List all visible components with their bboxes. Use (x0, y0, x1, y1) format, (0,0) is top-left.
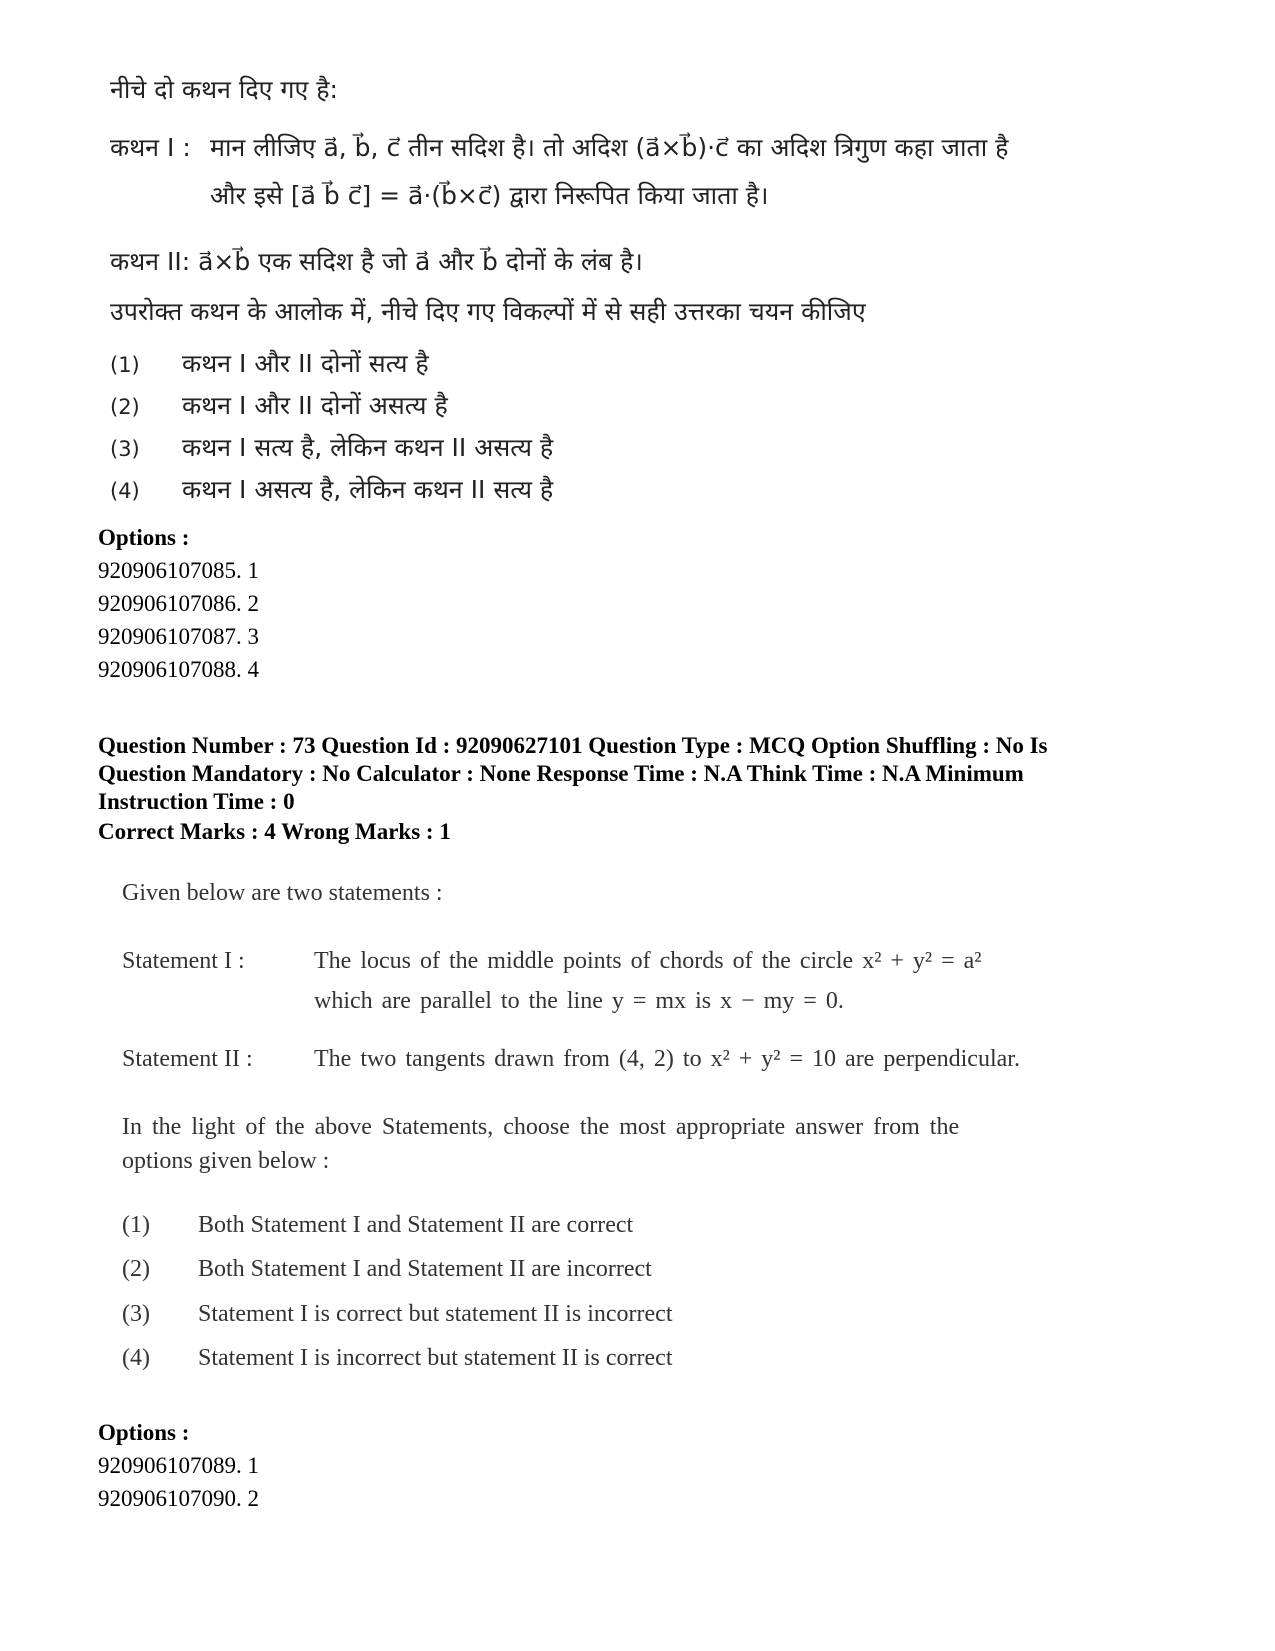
english-option (122, 1345, 673, 1372)
option-id: 920906107087. 3 (98, 624, 259, 649)
option-id: 920906107089. 1 (98, 1453, 259, 1478)
option-text: Statement I is correct but statement II is incorrect (198, 1301, 673, 1327)
statement1-line1: The locus of the middle points of chords of the circle x² + y² = a² (314, 948, 982, 974)
option-number: (2) (110, 395, 140, 419)
option-text: Both Statement I and Statement II are incorrect (198, 1256, 652, 1282)
option-id: 920906107090. 2 (98, 1486, 259, 1511)
option-text: कथन I सत्य है, लेकिन कथन II असत्य है (182, 433, 554, 462)
option-id: 920906107086. 2 (98, 591, 259, 616)
question-meta-line1: Question Number : 73 Question Id : 92090627101 Question Type : MCQ Option Shuffling : No Is (98, 733, 1048, 758)
question-meta (98, 732, 1178, 816)
option-number: (4) (110, 479, 140, 503)
option-number: (1) (110, 353, 140, 377)
hindi-option (110, 430, 553, 464)
option-number: (2) (122, 1256, 150, 1282)
option-number: (1) (122, 1212, 150, 1238)
english-option (122, 1301, 673, 1328)
option-number: (3) (122, 1301, 150, 1327)
statement2-text: The two tangents drawn from (4, 2) to x² + y² = 10 are perpendicular. (314, 1046, 1020, 1072)
question-meta-line3: Instruction Time : 0 (98, 789, 295, 814)
option-text: Both Statement I and Statement II are correct (198, 1212, 634, 1238)
english-instruction-line2: options given below : (122, 1148, 330, 1174)
options-heading: Options : (98, 1420, 190, 1445)
option-id: 920906107088. 4 (98, 657, 259, 682)
english-instruction-line1: In the light of the above Statements, choose the most appropriate answer from the (122, 1114, 960, 1140)
hindi-statement1-line1: मान लीजिए a⃗, b⃗, c⃗ तीन सदिश है। तो अदिश (a⃗×b⃗)·c⃗ का अदिश त्रिगुण कहा जाता है (210, 133, 1009, 162)
option-text: कथन I असत्य है, लेकिन कथन II सत्य है (182, 475, 554, 504)
statement1-label: Statement I : (122, 948, 245, 974)
hindi-option (110, 388, 448, 422)
hindi-intro: नीचे दो कथन दिए गए है: (110, 75, 338, 104)
option-id: 920906107085. 1 (98, 558, 259, 583)
hindi-statement1-label: कथन I : (110, 133, 191, 162)
hindi-statement1-line2: और इसे [a⃗ b⃗ c⃗] = a⃗·(b⃗×c⃗) द्वारा निरूपित किया जाता है। (210, 181, 769, 210)
hindi-instruction: उपरोक्त कथन के आलोक में, नीचे दिए गए विकल्पों में से सही उत्तरका चयन कीजिए (110, 297, 866, 326)
hindi-option (110, 472, 553, 506)
option-text: Statement I is incorrect but statement II is correct (198, 1345, 673, 1371)
hindi-statement2: कथन II: a⃗×b⃗ एक सदिश है जो a⃗ और b⃗ दोनों के लंब है। (110, 247, 643, 276)
english-option (122, 1256, 652, 1283)
options-heading: Options : (98, 525, 190, 550)
hindi-option (110, 346, 429, 380)
option-number: (3) (110, 437, 140, 461)
english-intro: Given below are two statements : (122, 880, 443, 906)
statement1-line2: which are parallel to the line y = mx is x − my = 0. (314, 988, 844, 1014)
question-meta-line2: Question Mandatory : No Calculator : None Response Time : N.A Think Time : N.A Minimum (98, 761, 1024, 786)
option-text: कथन I और II दोनों सत्य है (182, 349, 429, 378)
option-number: (4) (122, 1345, 150, 1371)
statement2-label: Statement II : (122, 1046, 253, 1072)
question-marks: Correct Marks : 4 Wrong Marks : 1 (98, 819, 451, 844)
option-text: कथन I और II दोनों असत्य है (182, 391, 448, 420)
english-option (122, 1212, 633, 1239)
